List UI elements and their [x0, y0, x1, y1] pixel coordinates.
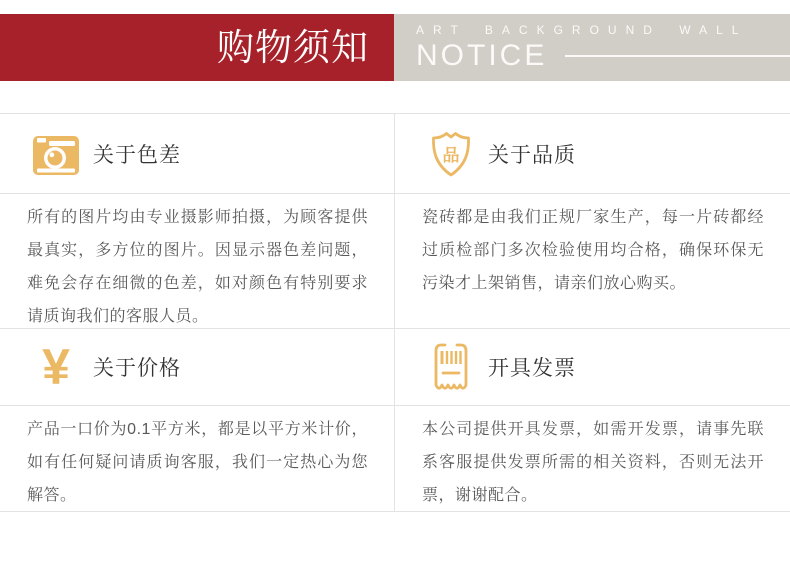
- section-quality-body: 瓷砖都是由我们正规厂家生产，每一片砖都经过质检部门多次检验使用均合格，确保环保无污染才上架销售，请亲们放心购买。: [394, 194, 790, 329]
- notice-divider-line: [565, 55, 790, 57]
- section-title: 关于色差: [93, 143, 181, 167]
- section-title: 关于品质: [488, 143, 576, 167]
- section-title: 关于价格: [93, 357, 181, 380]
- yen-glyph: ¥: [42, 339, 70, 395]
- page-title: 购物须知: [217, 27, 369, 68]
- yen-icon: [32, 341, 80, 393]
- invoice-icon: [427, 341, 475, 393]
- section-color-title-cell: [0, 114, 394, 194]
- shield-glyph: 品: [442, 145, 460, 165]
- section-invoice-title-cell: [394, 329, 790, 406]
- notice-row: [416, 39, 790, 73]
- section-price-body: 产品一口价为0.1平方米，都是以平方米计价，如有任何疑问请质询客服，我们一定热心为您解答。: [27, 421, 368, 504]
- shield-icon: [427, 128, 475, 180]
- header-subtitle-en: ART BACKGROUND WALL: [416, 23, 748, 37]
- header-banner-red: [0, 14, 394, 81]
- header-banner-gray: [394, 14, 790, 81]
- section-invoice-body: 本公司提供开具发票，如需开发票，请事先联系客服提供发票所需的相关资料，否则无法开票，谢谢配合。: [394, 406, 790, 511]
- section-price-title-cell: [0, 329, 394, 406]
- section-title: 开具发票: [488, 357, 576, 380]
- header-banner: [0, 14, 790, 81]
- section-quality-title-cell: [394, 114, 790, 194]
- camera-icon: [32, 128, 80, 180]
- section-color-body: 所有的图片均由专业摄影师拍摄，为顾客提供最真实，多方位的图片。因显示器色差问题，难免会存在细微的色差，如对颜色有特别要求请质询我们的客服人员。: [0, 194, 394, 329]
- notice-grid: [0, 113, 790, 512]
- notice-label: NOTICE: [416, 39, 548, 72]
